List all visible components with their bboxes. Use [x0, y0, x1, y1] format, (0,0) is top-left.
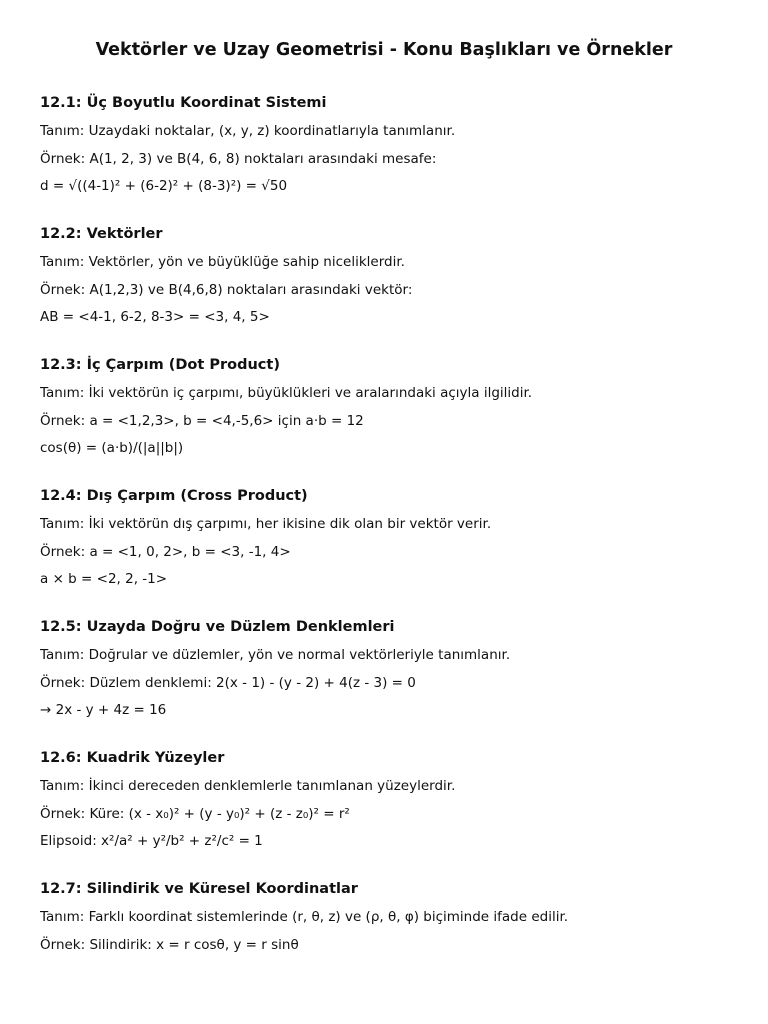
definition-text: Tanım: İki vektörün iç çarpımı, büyüklükleri ve aralarındaki açıyla ilgilidir. [40, 385, 533, 401]
example-text: Örnek: a = <1, 0, 2>, b = <3, -1, 4> [40, 543, 291, 560]
formula-text: AB = <4-1, 6-2, 8-3> = <3, 4, 5> [40, 309, 270, 325]
section-12-4 [40, 484, 740, 615]
formula-text: a × b = <2, 2, -1> [40, 571, 168, 587]
formula-text: d = √((4-1)² + (6-2)² + (8-3)²) = √50 [40, 178, 288, 194]
formula-text: cos(θ) = (a·b)/(|a||b|) [40, 440, 184, 456]
section-heading: 12.5: Uzayda Doğru ve Düzlem Denklemleri [40, 619, 395, 635]
section-heading: 12.2: Vektörler [40, 226, 163, 242]
definition-text: Tanım: Doğrular ve düzlemler, yön ve normal vektörleriyle tanımlanır. [40, 647, 511, 663]
document-body [40, 91, 740, 1008]
definition-text: Tanım: Farklı koordinat sistemlerinde (r, θ, z) ve (ρ, θ, φ) biçiminde ifade edilir. [40, 909, 569, 925]
section-heading: 12.1: Üç Boyutlu Koordinat Sistemi [40, 95, 327, 111]
example-text: Örnek: a = <1,2,3>, b = <4,-5,6> için a·b = 12 [40, 412, 364, 429]
section-heading: 12.6: Kuadrik Yüzeyler [40, 750, 225, 766]
page-title: Vektörler ve Uzay Geometrisi - Konu Başlıkları ve Örnekler [95, 40, 673, 60]
example-text: Örnek: A(1,2,3) ve B(4,6,8) noktaları arasındaki vektör: [40, 281, 413, 298]
definition-text: Tanım: İkinci dereceden denklemlerle tanımlanan yüzeylerdir. [40, 778, 456, 794]
example-text: Örnek: Düzlem denklemi: 2(x - 1) - (y - 2) + 4(z - 3) = 0 [40, 674, 416, 691]
definition-text: Tanım: İki vektörün dış çarpımı, her ikisine dik olan bir vektör verir. [40, 516, 492, 532]
section-12-3 [40, 353, 740, 484]
example-text: Örnek: A(1, 2, 3) ve B(4, 6, 8) noktaları arasındaki mesafe: [40, 150, 437, 167]
formula-text: Elipsoid: x²/a² + y²/b² + z²/c² = 1 [40, 833, 263, 849]
section-heading: 12.3: İç Çarpım (Dot Product) [40, 357, 280, 373]
example-text: Örnek: Küre: (x - x₀)² + (y - y₀)² + (z - z₀)² = r² [40, 805, 350, 822]
formula-text: → 2x - y + 4z = 16 [40, 702, 167, 718]
section-heading: 12.7: Silindirik ve Küresel Koordinatlar [40, 881, 358, 897]
section-12-7 [40, 877, 740, 1008]
section-12-1 [40, 91, 740, 222]
section-12-5 [40, 615, 740, 746]
definition-text: Tanım: Vektörler, yön ve büyüklüğe sahip niceliklerdir. [40, 254, 405, 270]
example-text: Örnek: Silindirik: x = r cosθ, y = r sinθ [40, 936, 299, 953]
definition-text: Tanım: Uzaydaki noktalar, (x, y, z) koordinatlarıyla tanımlanır. [40, 123, 456, 139]
section-12-2 [40, 222, 740, 353]
section-12-6 [40, 746, 740, 877]
section-heading: 12.4: Dış Çarpım (Cross Product) [40, 488, 308, 504]
